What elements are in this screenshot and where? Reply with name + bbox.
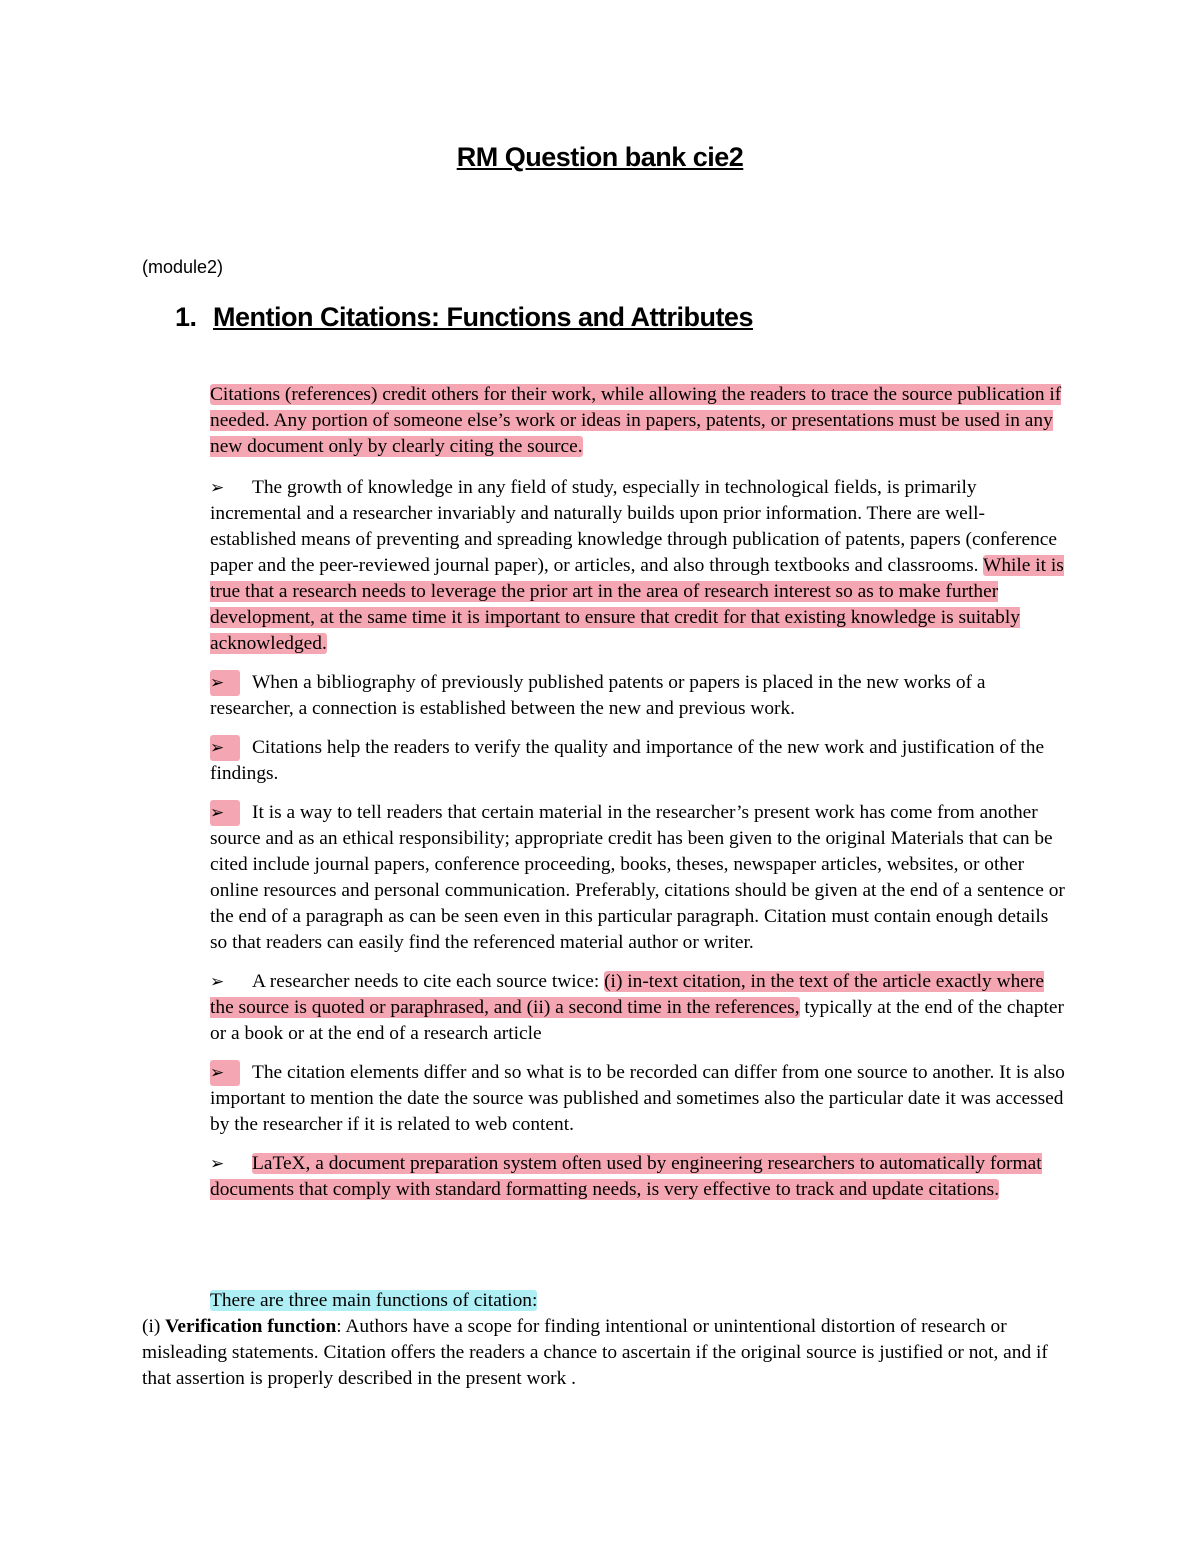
function-1-paragraph — [142, 1314, 1062, 1392]
arrow-bullet-icon: ➢ — [210, 1154, 225, 1174]
bullet-5-highlight: (i) in-text citation, in the text of the article exactly where the source is quoted or paraphrased, and (ii) a second time in the references, — [210, 971, 1044, 1018]
answer-body — [210, 382, 1070, 1203]
question-heading — [175, 302, 753, 333]
function-1-text: : Authors have a scope for finding intentional or unintentional distortion of research or misleading statements. Citation offers the readers a chance to ascertain if the original source is justified or not, and if that assertion is properly described in the present work . — [142, 1316, 1048, 1389]
functions-intro-line — [210, 1288, 537, 1314]
function-section — [142, 1314, 1062, 1392]
bullet-7 — [210, 1151, 1070, 1203]
arrow-bullet-icon: ➢ — [210, 800, 240, 826]
arrow-bullet-icon: ➢ — [210, 735, 240, 761]
bullet-4 — [210, 800, 1070, 956]
bullet-1-text: The growth of knowledge in any field of study, especially in technological fields, is primarily incremental and a researcher invariably and naturally builds upon prior information. There are well-established means of preventing and spreading knowledge through publication of patents, papers (conference paper and the peer-reviewed journal paper), or articles, and also through textbooks and classrooms. — [210, 477, 1057, 576]
bullet-5 — [210, 969, 1070, 1047]
bullet-3-text: Citations help the readers to verify the quality and importance of the new work and justification of the findings. — [210, 737, 1045, 784]
bullet-1 — [210, 475, 1070, 657]
arrow-bullet-icon: ➢ — [210, 478, 225, 498]
module-label: (module2) — [142, 257, 224, 277]
bullet-5-after: typically at the end of the chapter or a book or at the end of a research article — [210, 997, 1064, 1044]
arrow-bullet-icon: ➢ — [210, 670, 240, 696]
bullet-2-text: When a bibliography of previously published patents or papers is placed in the new works of a researcher, a connection is established between the new and previous work. — [210, 672, 986, 719]
function-1-title: Verification function — [165, 1316, 337, 1337]
bullet-2 — [210, 670, 1070, 722]
question-number: 1. — [175, 302, 197, 332]
intro-highlight: Citations (references) credit others for their work, while allowing the readers to trace the source publication if needed. Any portion of someone else’s work or ideas in papers, patents, or presentations must be used in any new document only by clearly citing the source. — [210, 384, 1062, 457]
bullet-3 — [210, 735, 1070, 787]
arrow-bullet-icon: ➢ — [210, 972, 225, 992]
intro-paragraph — [210, 382, 1070, 460]
functions-intro: There are three main functions of citation: — [210, 1290, 538, 1311]
bullet-4-text: It is a way to tell readers that certain material in the researcher’s present work has come from another source and as an ethical responsibility; appropriate credit has been given to the original Materials that can be cited include journal papers, conference proceeding, books, theses, newspaper articles, websites, or other online resources and personal communication. Preferably, citations should be given at the end of a sentence or the end of a paragraph as can be seen even in this particular paragraph. Citation must contain enough details so that readers can easily find the referenced material author or writer. — [210, 802, 1065, 953]
page-title: RM Question bank cie2 — [456, 142, 744, 172]
bullet-1-highlight: While it is true that a research needs to leverage the prior art in the area of research interest so as to make further development, at the same time it is important to ensure that credit for that existing knowledge is suitably acknowledged. — [210, 555, 1064, 654]
arrow-bullet-icon: ➢ — [210, 1060, 240, 1086]
bullet-5-text: A researcher needs to cite each source twice: — [252, 971, 605, 992]
function-1-prefix: (i) — [142, 1316, 166, 1337]
bullet-7-highlight: LaTeX, a document preparation system often used by engineering researchers to automatically format documents that comply with standard formatting needs, is very effective to track and update citations. — [210, 1153, 1042, 1200]
bullet-6-text: The citation elements differ and so what is to be recorded can differ from one source to another. It is also important to mention the date the source was published and sometimes also the particular date it was accessed by the researcher if it is related to web content. — [210, 1062, 1065, 1135]
bullet-6 — [210, 1060, 1070, 1138]
question-text: Mention Citations: Functions and Attributes — [213, 302, 753, 332]
